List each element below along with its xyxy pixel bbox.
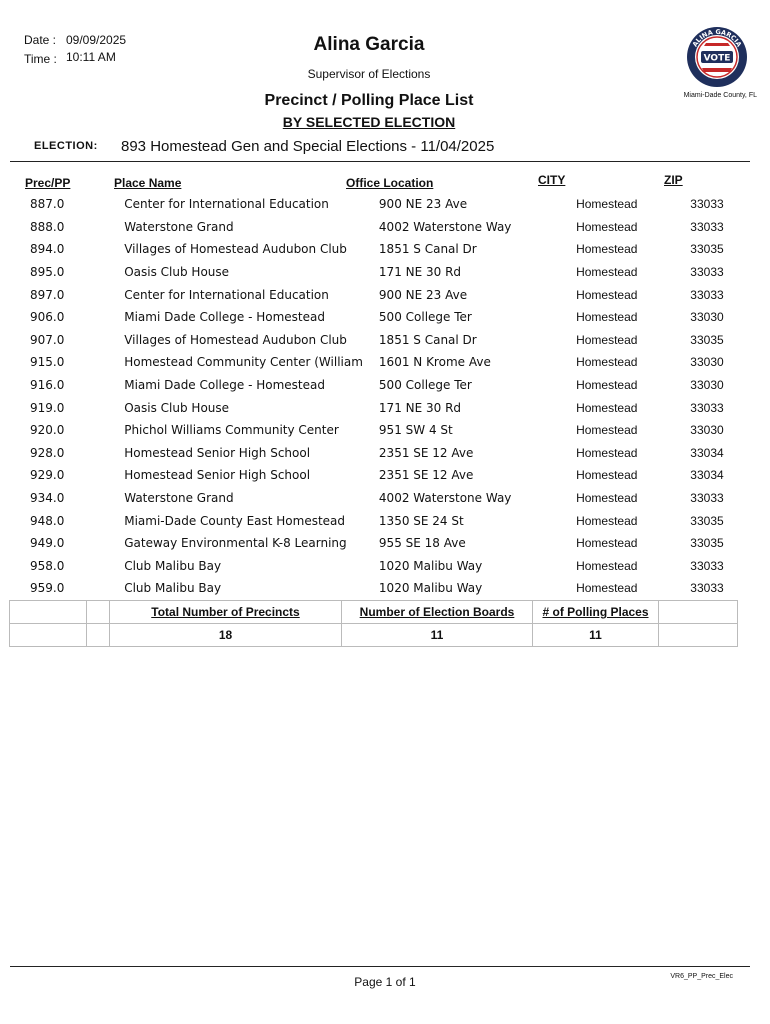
city-cell: Homestead: [576, 332, 638, 347]
office-location-cell: 500 College Ter: [378, 378, 472, 393]
prec-cell: 906.0: [30, 310, 65, 325]
place-name-cell: Club Malibu Bay: [124, 581, 222, 596]
precinct-table: [10, 193, 770, 600]
prec-cell: 920.0: [30, 423, 65, 438]
polling-places-value: 11: [533, 624, 659, 647]
prec-cell: 894.0: [30, 242, 65, 257]
prec-cell: 949.0: [30, 536, 65, 551]
prec-cell: 895.0: [30, 265, 65, 280]
col-prec-header: Prec/PP: [25, 176, 71, 190]
report-subtitle: BY SELECTED ELECTION: [282, 114, 456, 130]
zip-cell: 33033: [690, 219, 724, 234]
zip-cell: 33033: [690, 197, 724, 212]
office-location-cell: 955 SE 18 Ave: [378, 536, 466, 551]
office-location-cell: 171 NE 30 Rd: [378, 265, 462, 280]
time-value: 10:11 AM: [66, 50, 116, 64]
zip-cell: 33033: [690, 265, 724, 280]
org-subtitle: Supervisor of Elections: [307, 67, 431, 81]
place-name-cell: Oasis Club House: [124, 265, 230, 280]
place-name-cell: Center for International Education: [124, 287, 329, 302]
election-boards-label: Number of Election Boards: [342, 601, 533, 624]
city-cell: Homestead: [576, 445, 638, 460]
place-name-cell: Miami Dade College - Homestead: [124, 378, 325, 393]
office-location-cell: 1350 SE 24 St: [378, 513, 464, 528]
office-location-cell: 1851 S Canal Dr: [378, 332, 477, 347]
total-precincts-label: Total Number of Precincts: [110, 601, 342, 624]
zip-cell: 33033: [690, 400, 724, 415]
table-row: [10, 261, 770, 284]
city-cell: Homestead: [576, 287, 638, 302]
office-location-cell: 171 NE 30 Rd: [378, 400, 462, 415]
office-location-cell: 4002 Waterstone Way: [378, 491, 512, 506]
city-cell: Homestead: [576, 400, 638, 415]
office-location-cell: 4002 Waterstone Way: [378, 219, 512, 234]
table-row: [10, 238, 770, 261]
city-cell: Homestead: [576, 378, 638, 393]
place-name-cell: Villages of Homestead Audubon Club: [124, 242, 347, 257]
header-divider: [10, 161, 750, 162]
place-name-cell: Center for International Education: [124, 197, 329, 212]
table-row: [10, 555, 770, 578]
zip-cell: 33030: [690, 378, 724, 393]
table-row: [10, 193, 770, 216]
prec-cell: 907.0: [30, 332, 65, 347]
table-row: [10, 532, 770, 555]
zip-cell: 33030: [690, 355, 724, 370]
time-label: Time :: [24, 52, 57, 66]
city-cell: Homestead: [576, 536, 638, 551]
col-zip-header: ZIP: [664, 173, 683, 187]
report-code: VR6_PP_Prec_Elec: [670, 973, 733, 980]
prec-cell: 934.0: [30, 491, 65, 506]
zip-cell: 33033: [690, 558, 724, 573]
place-name-cell: Homestead Community Center (William: [124, 355, 363, 370]
col-office-header: Office Location: [346, 176, 434, 190]
zip-cell: 33030: [690, 423, 724, 438]
place-name-cell: Waterstone Grand: [124, 491, 234, 506]
table-row: [10, 283, 770, 306]
zip-cell: 33030: [690, 310, 724, 325]
place-name-cell: Homestead Senior High School: [124, 468, 311, 483]
office-location-cell: 2351 SE 12 Ave: [378, 445, 474, 460]
office-location-cell: 951 SW 4 St: [378, 423, 453, 438]
polling-places-label: # of Polling Places: [533, 601, 659, 624]
seal-logo: [686, 26, 748, 88]
city-cell: Homestead: [576, 219, 638, 234]
city-cell: Homestead: [576, 558, 638, 573]
office-location-cell: 1020 Malibu Way: [378, 558, 483, 573]
prec-cell: 948.0: [30, 513, 65, 528]
office-location-cell: 1020 Malibu Way: [378, 581, 483, 596]
place-name-cell: Club Malibu Bay: [124, 558, 222, 573]
place-name-cell: Oasis Club House: [124, 400, 230, 415]
office-location-cell: 500 College Ter: [378, 310, 472, 325]
svg-text:ALINA GARCIA: ALINA GARCIA: [690, 27, 744, 49]
office-location-cell: 1601 N Krome Ave: [378, 355, 491, 370]
total-precincts-value: 18: [110, 624, 342, 647]
office-location-cell: 900 NE 23 Ave: [378, 287, 468, 302]
report-title: Precinct / Polling Place List: [264, 92, 474, 109]
zip-cell: 33035: [690, 513, 724, 528]
table-row: [10, 464, 770, 487]
place-name-cell: Miami-Dade County East Homestead: [124, 513, 346, 528]
place-name-cell: Homestead Senior High School: [124, 445, 311, 460]
zip-cell: 33035: [690, 242, 724, 257]
zip-cell: 33034: [690, 445, 724, 460]
table-row: [10, 577, 770, 600]
place-name-cell: Miami Dade College - Homestead: [124, 310, 325, 325]
office-location-cell: 900 NE 23 Ave: [378, 197, 468, 212]
svg-text:VOTE: VOTE: [703, 53, 731, 64]
election-label: ELECTION:: [34, 140, 98, 152]
table-row: [10, 442, 770, 465]
table-row: [10, 329, 770, 352]
table-row: [10, 487, 770, 510]
prec-cell: 897.0: [30, 287, 65, 302]
prec-cell: 929.0: [30, 468, 65, 483]
city-cell: Homestead: [576, 468, 638, 483]
table-row: [10, 419, 770, 442]
county-label: Miami-Dade County, FL: [683, 92, 757, 99]
totals-table: [9, 600, 738, 647]
office-location-cell: 2351 SE 12 Ave: [378, 468, 474, 483]
city-cell: Homestead: [576, 197, 638, 212]
city-cell: Homestead: [576, 355, 638, 370]
table-row: [10, 216, 770, 239]
city-cell: Homestead: [576, 310, 638, 325]
prec-cell: 959.0: [30, 581, 65, 596]
table-row: [10, 351, 770, 374]
prec-cell: 915.0: [30, 355, 65, 370]
zip-cell: 33035: [690, 536, 724, 551]
city-cell: Homestead: [576, 513, 638, 528]
city-cell: Homestead: [576, 423, 638, 438]
election-value: 893 Homestead Gen and Special Elections - 11/04/2025: [121, 138, 495, 155]
col-city-header: CITY: [538, 173, 566, 187]
zip-cell: 33034: [690, 468, 724, 483]
office-location-cell: 1851 S Canal Dr: [378, 242, 477, 257]
city-cell: Homestead: [576, 242, 638, 257]
election-boards-value: 11: [342, 624, 533, 647]
table-row: [10, 396, 770, 419]
page-number: Page 1 of 1: [354, 975, 416, 989]
org-name: Alina Garcia: [313, 34, 425, 55]
city-cell: Homestead: [576, 265, 638, 280]
prec-cell: 887.0: [30, 197, 65, 212]
prec-cell: 888.0: [30, 219, 65, 234]
prec-cell: 928.0: [30, 445, 65, 460]
footer-divider: [10, 966, 750, 967]
city-cell: Homestead: [576, 491, 638, 506]
date-value: 09/09/2025: [66, 33, 127, 47]
table-row: [10, 306, 770, 329]
zip-cell: 33035: [690, 332, 724, 347]
date-label: Date :: [24, 33, 57, 47]
zip-cell: 33033: [690, 287, 724, 302]
zip-cell: 33033: [690, 581, 724, 596]
zip-cell: 33033: [690, 491, 724, 506]
place-name-cell: Villages of Homestead Audubon Club: [124, 332, 347, 347]
place-name-cell: Phichol Williams Community Center: [124, 423, 339, 438]
prec-cell: 919.0: [30, 400, 65, 415]
place-name-cell: Gateway Environmental K-8 Learning: [124, 536, 347, 551]
place-name-cell: Waterstone Grand: [124, 219, 234, 234]
table-row: [10, 374, 770, 397]
prec-cell: 916.0: [30, 378, 65, 393]
prec-cell: 958.0: [30, 558, 65, 573]
table-row: [10, 509, 770, 532]
city-cell: Homestead: [576, 581, 638, 596]
col-place-header: Place Name: [114, 176, 182, 190]
